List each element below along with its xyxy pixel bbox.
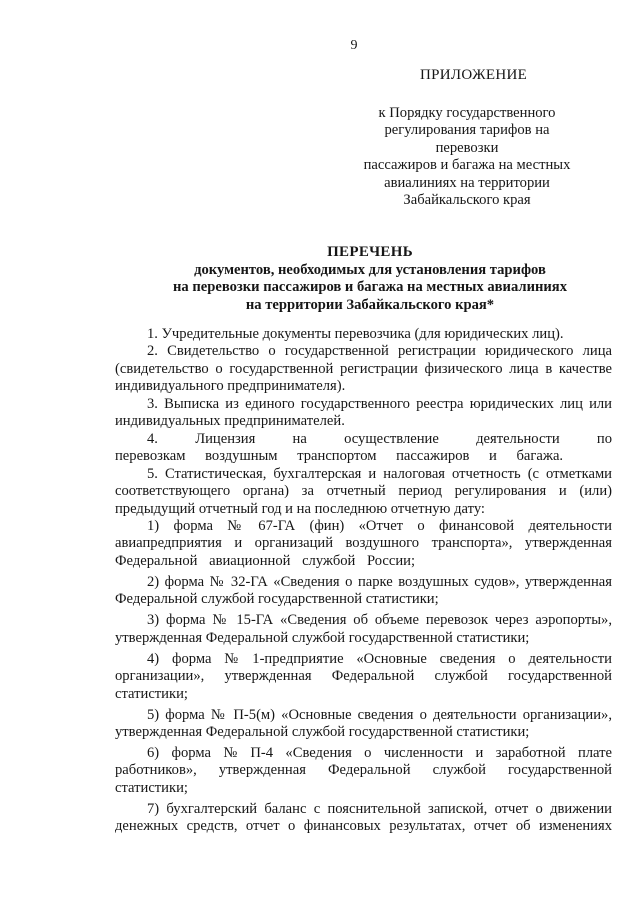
list-item: 3) форма № 15-ГА «Сведения об объеме перевозок через аэропорты», утвержденная Федеральной службой государственной статистики; (115, 612, 612, 646)
appendix-subtitle-line: к Порядку государственного (378, 105, 556, 121)
appendix-subtitle-line: регулирования тарифов на перевозки (384, 122, 550, 156)
list-item: 2. Свидетельство о государственной регистрации юридического лица (свидетельство о государственной регистрации физического лица в качестве индивидуального предпринимателя). (115, 343, 612, 395)
list-item: 1) форма № 67-ГА (фин) «Отчет о финансовой деятельности авиапредприятия и организаций воздушного транспорта», утвержденная Федеральной авиационной службой России; (115, 517, 612, 569)
appendix-subtitle-line: Забайкальского края (403, 192, 531, 209)
list-heading-line: на перевозки пассажиров и багажа на местных авиалиниях (172, 279, 567, 296)
appendix-subtitle-line: авиалиниях на территории (384, 174, 550, 191)
list-item: 2) форма № 32-ГА «Сведения о парке воздушных судов», утвержденная Федеральной службой государственной статистики; (115, 573, 612, 608)
list-item: 5) форма № П-5(м) «Основные сведения о деятельности организации», утвержденная Федеральной службой государственной статистики; (115, 706, 612, 740)
document-body (115, 326, 612, 836)
list-heading-line: на территории Забайкальского края* (245, 296, 495, 313)
appendix-title: ПРИЛОЖЕНИЕ (420, 67, 528, 83)
list-heading-line: документов, необходимых для установления тарифов (194, 261, 546, 278)
list-item: 5. Статистическая, бухгалтерская и налоговая отчетность (с отметками соответствующего органа) за отчетный период регулирования и (или) предыдущий отчетный год и на последнюю отчетную дату: (115, 465, 612, 517)
appendix-subtitle (352, 105, 582, 209)
list-item: 7) бухгалтерский баланс с пояснительной запиской, отчет о движении денежных средств, отчет о финансовых результатах, отчет об изменениях (115, 800, 612, 835)
list-item: 3. Выписка из единого государственного реестра юридических лиц или индивидуальных предпринимателей. (115, 395, 612, 430)
appendix-subtitle-line: пассажиров и багажа на местных (363, 157, 571, 174)
list-item: 1. Учредительные документы перевозчика (для юридических лиц). (147, 326, 564, 342)
list-heading-title: ПЕРЕЧЕНЬ (327, 244, 413, 260)
list-item: 4) форма № 1-предприятие «Основные сведения о деятельности организации», утвержденная Федеральной службой государственной статистики; (115, 650, 612, 702)
list-heading (80, 244, 640, 314)
list-item: 6) форма № П-4 «Сведения о численности и заработной плате работников», утвержденная Федеральной службой государственной статистики; (115, 744, 612, 796)
page-number: 9 (350, 38, 358, 53)
list-item: 4. Лицензия на осуществление деятельности по перевозкам воздушным транспортом пассажиров и багажа. (115, 430, 612, 465)
